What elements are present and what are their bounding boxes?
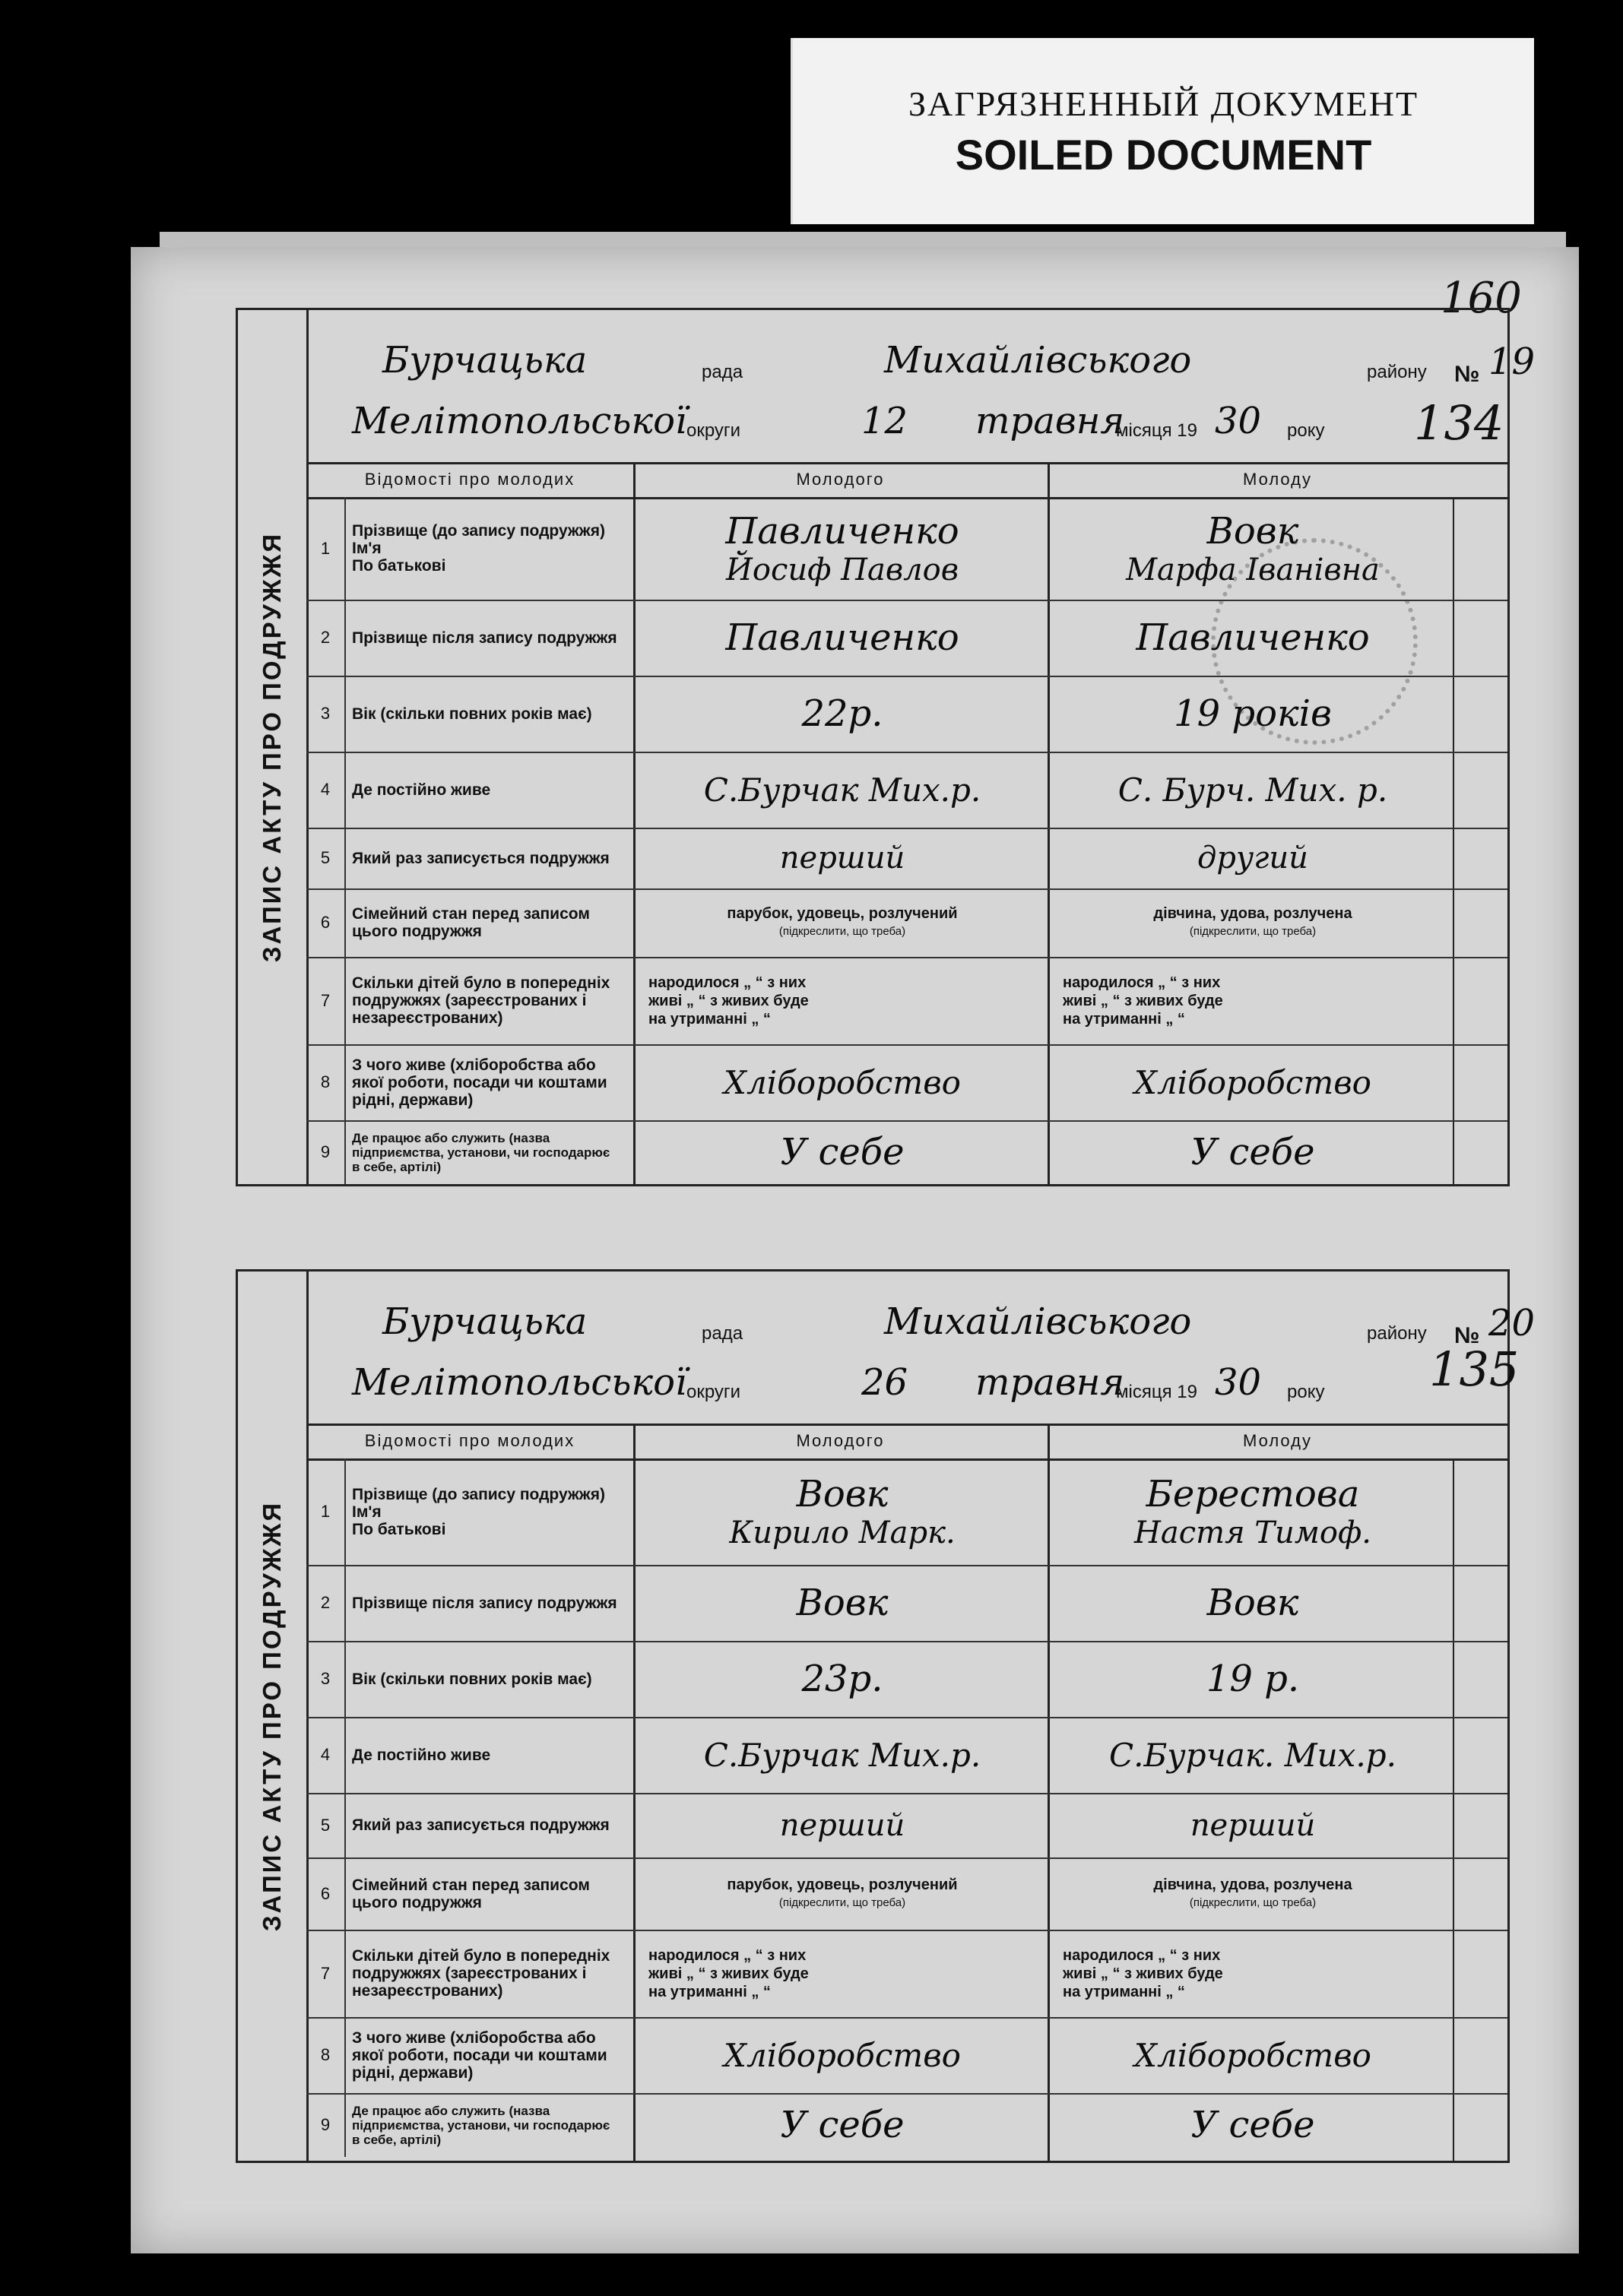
number-label: № <box>1454 362 1480 387</box>
table-row: 5 Який раз записується подружжя перший другий <box>306 828 1507 890</box>
rada-label: рада <box>702 362 743 382</box>
table-row: 2 Прізвище після запису подружжя Павличенко Павличенко <box>306 600 1507 677</box>
bride-surname: Вовк <box>1206 509 1299 553</box>
number-label: № <box>1454 1323 1480 1348</box>
rada-label: рада <box>702 1323 743 1344</box>
table-row: 6 Сімейний стан перед записом цього подружжя парубок, удовець, розлучений (підкреслити, що треба) дівчина, удова, розлучена (підкреслити, що треба) <box>306 1857 1507 1931</box>
bride-name: Марфа Іванівна <box>1126 552 1380 587</box>
groom-status-options: парубок, удовець, розлучений <box>727 1876 958 1893</box>
okruha-value: Мелітопольської <box>352 1361 687 1404</box>
bride-surname-after: Вовк <box>1206 1582 1299 1624</box>
bride-surname: Берестова <box>1146 1473 1360 1515</box>
record-header <box>306 310 1536 464</box>
record-number: 19 <box>1488 340 1536 383</box>
table-row: 9 Де працює або служить (назва підприємства, установи, чи господарює в себе, артілі) У себе У себе <box>306 1120 1507 1184</box>
col-info: Відомості про молодих <box>306 1424 633 1461</box>
col-bride: Молоду <box>1048 1424 1507 1461</box>
table-row: 8 З чого живе (хліборобства або якої роботи, посади чи коштами рідні, держави) Хліборобство Хліборобство <box>306 2017 1507 2095</box>
groom-name: Кирило Марк. <box>729 1515 956 1550</box>
day-value: 12 <box>861 400 908 442</box>
okruha-label: округи <box>686 1382 741 1402</box>
bride-occupation: Хліборобство <box>1134 2036 1371 2074</box>
bride-times: другий <box>1197 841 1308 876</box>
raion-value: Михайлівського <box>884 339 1192 382</box>
groom-surname: Павличенко <box>725 509 959 553</box>
groom-occupation: Хліборобство <box>724 2036 961 2074</box>
margin-note-134: 134 <box>1414 395 1504 451</box>
bride-occupation: Хліборобство <box>1134 1063 1371 1101</box>
folio-number: 160 <box>1441 274 1522 323</box>
bride-status-options: дівчина, удова, розлучена <box>1153 1876 1352 1893</box>
bride-name: Настя Тимоф. <box>1134 1515 1371 1550</box>
groom-occupation: Хліборобство <box>724 1063 961 1101</box>
soiled-document-label <box>791 38 1534 224</box>
label-russian: ЗАГРЯЗНЕННЫЙ ДОКУМЕНТ <box>908 84 1419 123</box>
groom-age: 22р. <box>801 692 883 735</box>
col-bride: Молоду <box>1048 462 1507 499</box>
margin-note-135: 135 <box>1429 1341 1520 1397</box>
col-groom: Молодого <box>633 462 1048 499</box>
okruha-label: округи <box>686 420 741 441</box>
groom-residence: С.Бурчак Мих.р. <box>703 771 981 809</box>
table-row: 4 Де постійно живе С.Бурчак Мих.р. С.Бурчак. Мих.р. <box>306 1717 1507 1794</box>
record-header <box>306 1272 1536 1426</box>
groom-workplace: У себе <box>780 2104 905 2146</box>
table-row: 7 Скільки дітей було в попередніх подружжях (зареєстрованих і незареєстрованих) народилося „ “ з них живі „ “ з живих буде на утриманні „ “ народилося „ “ з них живі „ “ з живих буде на утриманні „ “ <box>306 957 1507 1046</box>
groom-times: перший <box>779 841 905 876</box>
month-label: місяця 19 <box>1116 1382 1197 1402</box>
rada-value: Бурчацька <box>382 1300 588 1343</box>
table-row: 8 З чого живе (хліборобства або якої роботи, посади чи коштами рідні, держави) Хліборобство Хліборобство <box>306 1044 1507 1122</box>
groom-times: перший <box>779 1807 905 1843</box>
groom-residence: С.Бурчак Мих.р. <box>703 1736 981 1774</box>
groom-surname: Вовк <box>796 1473 889 1515</box>
table-row: 3 Вік (скільки повних років має) 22р. 19 років <box>306 676 1507 753</box>
rada-value: Бурчацька <box>382 339 588 382</box>
table-row: 2 Прізвище після запису подружжя Вовк Вовк <box>306 1565 1507 1642</box>
month-label: місяця 19 <box>1116 420 1197 441</box>
groom-surname-after: Вовк <box>796 1582 889 1624</box>
year-value: 30 <box>1215 1361 1262 1404</box>
bride-residence: С.Бурчак. Мих.р. <box>1109 1736 1396 1774</box>
bride-workplace: У себе <box>1190 2104 1315 2146</box>
bride-surname-after: Павличенко <box>1136 616 1370 659</box>
table-row: 9 Де працює або служить (назва підприємства, установи, чи господарює в себе, артілі) У себе У себе <box>306 2093 1507 2157</box>
record-number: 20 <box>1488 1302 1536 1344</box>
marriage-record-2 <box>236 1269 1536 2163</box>
bride-residence: С. Бурч. Мих. р. <box>1117 771 1388 809</box>
raion-value: Михайлівського <box>884 1300 1192 1343</box>
raion-label: району <box>1367 362 1427 382</box>
table-row: 1 Прізвище (до запису подружжя) Ім'я По батькові Вовк Кирило Марк. Берестова Настя Тимоф. <box>306 1458 1507 1566</box>
marriage-record-1 <box>236 308 1536 1186</box>
groom-status-options: парубок, удовець, розлучений <box>727 905 958 922</box>
col-info: Відомості про молодих <box>306 462 633 499</box>
groom-age: 23р. <box>801 1658 883 1700</box>
label-english: SOILED DOCUMENT <box>955 131 1372 179</box>
faded-stamp <box>1211 538 1418 745</box>
record-table <box>306 1424 1507 2161</box>
day-value: 26 <box>861 1361 908 1404</box>
groom-surname-after: Павличенко <box>725 616 959 659</box>
month-value: травня <box>975 1361 1125 1404</box>
table-row: 7 Скільки дітей було в попередніх подружжях (зареєстрованих і незареєстрованих) народилося „ “ з них живі „ “ з живих буде на утриманні „ “ народилося „ “ з них живі „ “ з живих буде на утриманні „ “ <box>306 1930 1507 2019</box>
side-title: ЗАПИС АКТУ ПРО ПОДРУЖЖЯ <box>238 310 309 1184</box>
bride-age: 19 р. <box>1206 1658 1300 1700</box>
bride-workplace: У себе <box>1190 1131 1315 1173</box>
groom-workplace: У себе <box>780 1131 905 1173</box>
month-value: травня <box>975 400 1125 442</box>
year-label: року <box>1287 420 1325 441</box>
table-row: 1 Прізвище (до запису подружжя) Ім'я По батькові Павличенко Йосиф Павлов Вовк Марфа Іванівна <box>306 497 1507 601</box>
year-label: року <box>1287 1382 1325 1402</box>
table-row: 4 Де постійно живе С.Бурчак Мих.р. С. Бурч. Мих. р. <box>306 752 1507 829</box>
bride-times: перший <box>1190 1807 1316 1843</box>
okruha-value: Мелітопольської <box>352 400 687 442</box>
table-row: 3 Вік (скільки повних років має) 23р. 19 р. <box>306 1641 1507 1718</box>
col-groom: Молодого <box>633 1424 1048 1461</box>
bride-age: 19 років <box>1174 692 1332 735</box>
table-row: 6 Сімейний стан перед записом цього подружжя парубок, удовець, розлучений (підкреслити, що треба) дівчина, удова, розлучена (підкреслити, що треба) <box>306 888 1507 958</box>
side-title: ЗАПИС АКТУ ПРО ПОДРУЖЖЯ <box>238 1272 309 2161</box>
groom-name: Йосиф Павлов <box>726 552 959 587</box>
year-value: 30 <box>1215 400 1262 442</box>
bride-status-options: дівчина, удова, розлучена <box>1153 905 1352 922</box>
table-row: 5 Який раз записується подружжя перший перший <box>306 1793 1507 1859</box>
raion-label: району <box>1367 1323 1427 1344</box>
